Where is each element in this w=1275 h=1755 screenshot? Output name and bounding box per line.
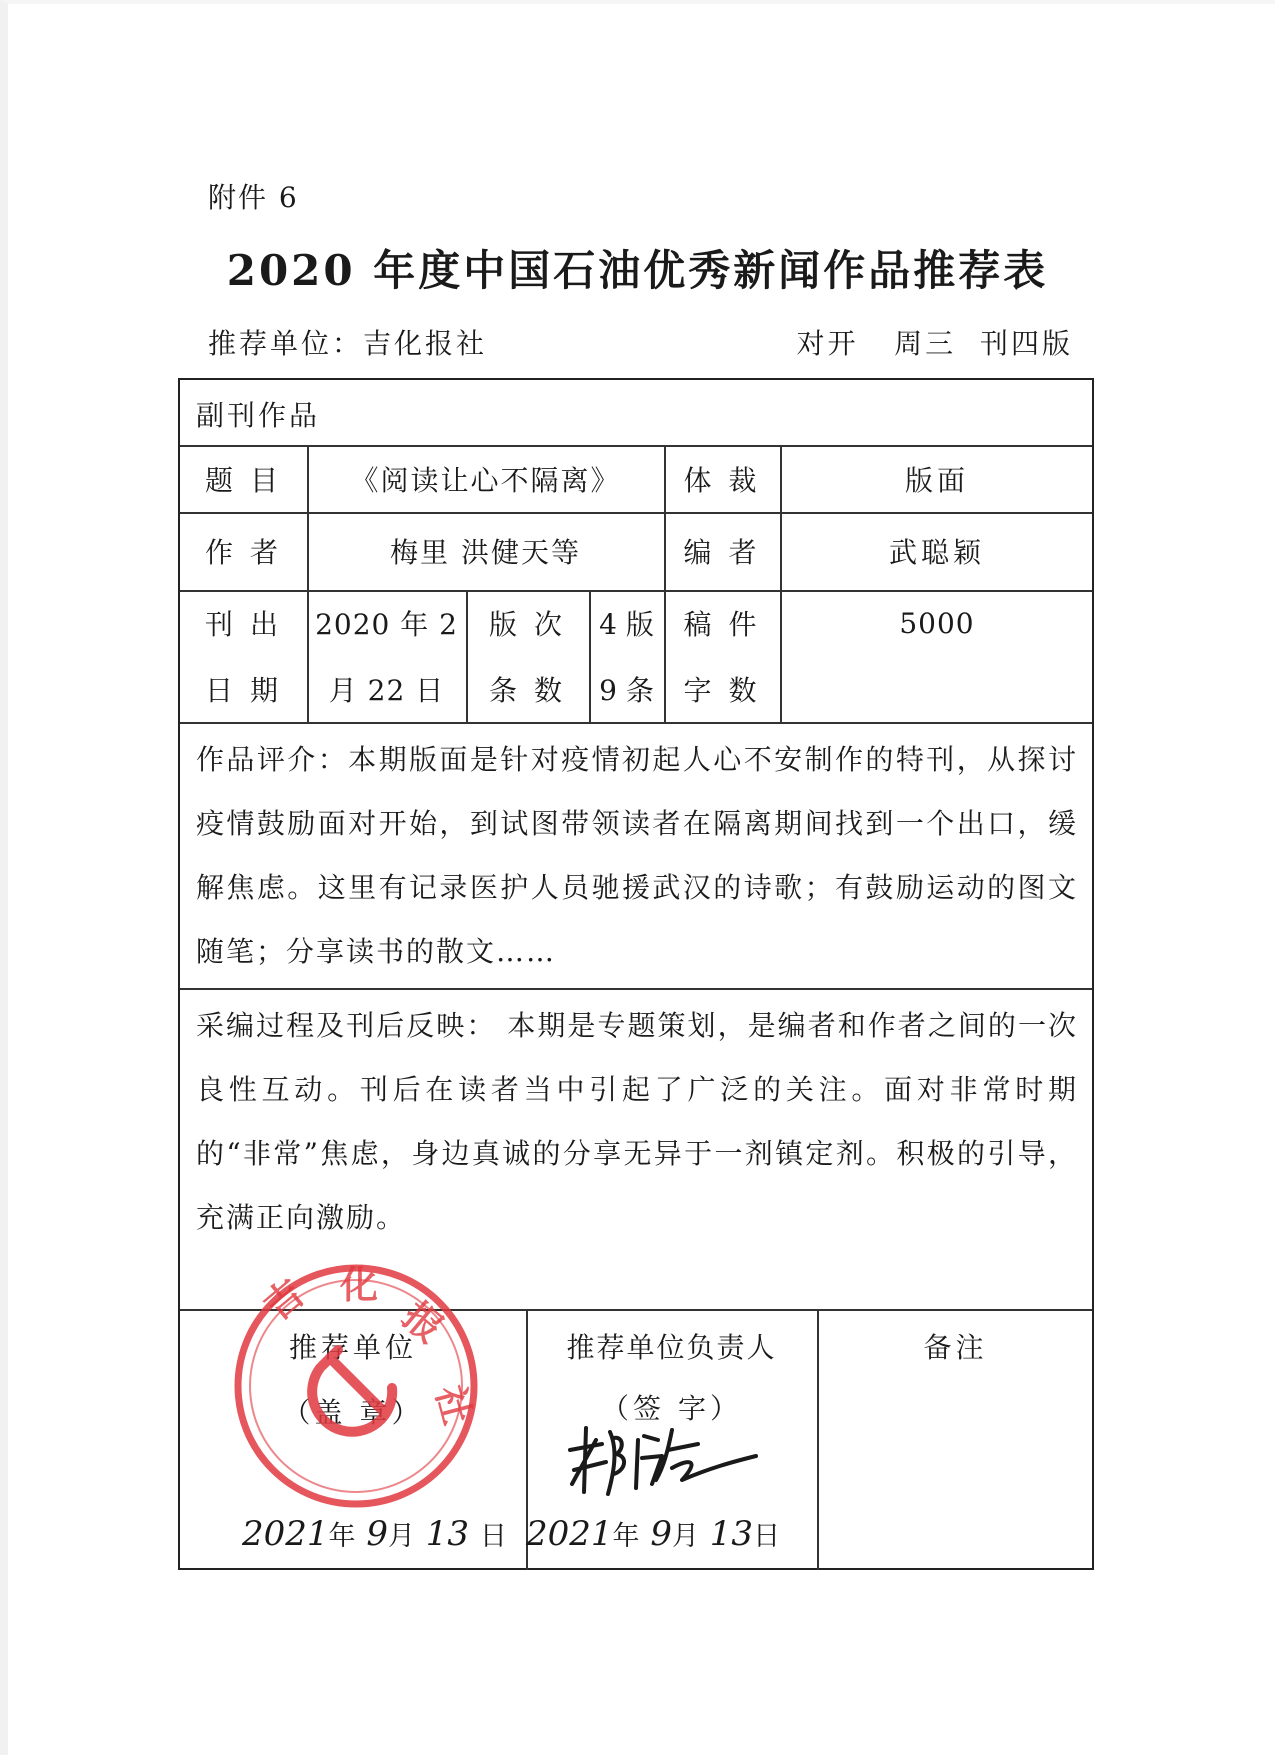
recommending-unit-label: 推荐单位： xyxy=(208,327,364,360)
right-date-day: 13 xyxy=(709,1514,754,1554)
leader-label: 推荐单位负责人 xyxy=(566,1331,777,1364)
author-value: 梅里 洪健天等 xyxy=(390,536,581,569)
title-label: 题 目 xyxy=(205,463,282,497)
right-sign-date xyxy=(526,1514,780,1554)
left-date-year: 2021 xyxy=(242,1514,329,1554)
hammer-sickle-icon xyxy=(312,1350,392,1432)
recommending-unit-value: 吉化报社 xyxy=(363,327,488,360)
svg-text:吉: 吉 xyxy=(255,1270,313,1329)
pub-date-label-2: 日 期 xyxy=(205,674,282,707)
svg-text:社: 社 xyxy=(427,1380,480,1430)
unit-day: 日 xyxy=(479,1521,507,1552)
pub-date-label-1: 刊 出 xyxy=(205,608,282,641)
right-date-year: 2021 xyxy=(526,1514,613,1554)
left-sign-date xyxy=(242,1514,507,1554)
seal-label: 推荐单位 xyxy=(288,1331,417,1364)
unit-year: 年 xyxy=(328,1521,356,1552)
row-divider xyxy=(180,722,1092,724)
title-value: 《阅读让心不隔离》 xyxy=(350,463,621,497)
author-label: 作 者 xyxy=(205,536,282,569)
attachment-label: 附件 6 xyxy=(208,181,299,214)
edition-label-2: 条 数 xyxy=(489,674,566,707)
wordcount-label-1: 稿 件 xyxy=(683,608,761,641)
leader-note: （签 字） xyxy=(601,1392,742,1425)
official-seal-stamp xyxy=(232,1262,480,1510)
svg-text:报: 报 xyxy=(394,1293,452,1352)
recommending-unit-line xyxy=(208,322,487,362)
genre-label: 体 裁 xyxy=(683,463,761,497)
editor-label: 编 者 xyxy=(683,536,761,569)
category-label: 副刊作品 xyxy=(196,399,321,432)
right-date-month: 9 xyxy=(650,1514,672,1554)
unit-day: 日 xyxy=(753,1521,781,1552)
wordcount-label-2: 字 数 xyxy=(683,674,761,707)
unit-month: 月 xyxy=(387,1521,415,1552)
genre-value: 版面 xyxy=(904,463,969,497)
editor-value: 武聪颖 xyxy=(888,536,985,569)
evaluation-text: 作品评介：本期版面是针对疫情初起人心不安制作的特刊，从探讨疫情鼓励面对开始，到试图带领读者在隔离期间找到一个出口，缓解焦虑。这里有记录医护人员驰援武汉的诗歌；有鼓励运动的图文随笔；分享读书的散文…… xyxy=(196,743,1078,968)
edition-label-1: 版 次 xyxy=(489,608,566,641)
unit-year: 年 xyxy=(612,1521,640,1552)
remarks-label: 备注 xyxy=(923,1331,988,1364)
pub-date-value-2: 月 22 日 xyxy=(328,674,445,707)
process-text: 采编过程及刊后反映： 本期是专题策划，是编者和作者之间的一次良性互动。刊后在读者当中引起了广泛的关注。面对非常时期的“非常”焦虑，身边真诚的分享无异于一剂镇定剂。积极的引导，充满正向激励。 xyxy=(196,1009,1078,1234)
handwritten-signature xyxy=(560,1410,760,1500)
edition-value-2: 9 条 xyxy=(599,674,654,707)
row-divider xyxy=(180,988,1092,990)
seal-note: （盖 章） xyxy=(282,1396,424,1429)
edition-value-1: 4 版 xyxy=(599,608,654,641)
svg-text:化: 化 xyxy=(340,1263,379,1307)
document-title: 2020 年度中国石油优秀新闻作品推荐表 xyxy=(226,246,1049,295)
unit-month: 月 xyxy=(671,1521,699,1552)
wordcount-value: 5000 xyxy=(899,606,975,640)
left-date-month: 9 xyxy=(366,1514,388,1554)
issue-info: 对开 周三 刊四版 xyxy=(796,327,1073,360)
pub-date-value-1: 2020 年 2 xyxy=(315,608,458,641)
left-date-day: 13 xyxy=(425,1514,470,1554)
